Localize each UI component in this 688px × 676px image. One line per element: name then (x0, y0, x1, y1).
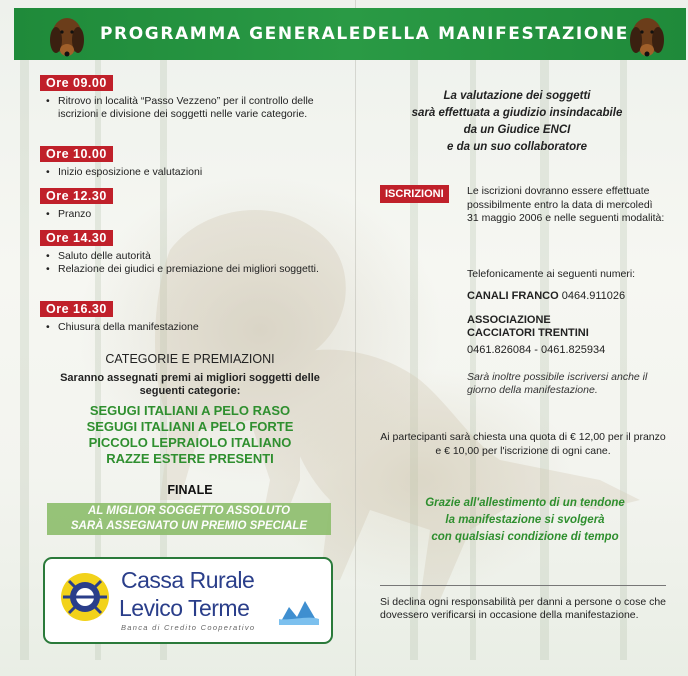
evaluation-line: sarà effettuata a giudizio insindacabile (411, 107, 623, 119)
hound-head-icon (44, 10, 90, 58)
header-banner (14, 8, 686, 60)
schedule-item: • Inizio esposizione e valutazioni (45, 166, 335, 179)
evaluation-note (372, 88, 662, 156)
schedule-time-badge: Ore 12.30 (40, 188, 113, 204)
association-name-line: ASSOCIAZIONE (467, 314, 551, 326)
registration-badge: ISCRIZIONI (380, 185, 449, 203)
schedule-item: • Chiusura della manifestazione (45, 321, 335, 334)
landscape-icon (279, 595, 319, 625)
categories-list (40, 403, 340, 467)
schedule-item: • Relazione dei giudici e premiazione dei migliori soggetti. (45, 263, 335, 276)
tent-note-line: Grazie all'allestimento di un tendone (425, 497, 625, 509)
contact-phone: 0464.911026 (561, 290, 626, 302)
tent-note-line: la manifestazione si svolgerà (445, 514, 605, 526)
fold-line (355, 0, 356, 676)
category-item: SEGUGI ITALIANI A PELO FORTE (86, 419, 294, 434)
sponsor-bank-logo (43, 557, 333, 644)
categories-intro: Saranno assegnati premi ai migliori soggetti delle seguenti categorie: (60, 372, 320, 397)
disclaimer: Si declina ogni responsabilità per danni a persone o cose che dovessero verificarsi in occasione della manifestazione. (380, 596, 667, 621)
schedule-entry (45, 208, 335, 221)
evaluation-line: La valutazione dei soggetti (443, 90, 591, 102)
schedule-item: • Ritrovo in località “Passo Vezzeno” per il controllo delle iscrizioni e divisione dei soggetti nelle varie categorie. (45, 95, 335, 121)
association-phones: 0461.826084 - 0461.825934 (467, 344, 606, 356)
finale-heading: FINALE (167, 483, 213, 497)
bank-name-line1: Cassa Rurale (121, 567, 255, 593)
same-day-registration-note: Sarà inoltre possibile iscriversi anche il giorno della manifestazione. (467, 371, 648, 396)
schedule-entry (45, 166, 335, 179)
tent-note-line: con qualsiasi condizione di tempo (431, 531, 619, 543)
hound-head-icon (624, 10, 670, 58)
bank-subtitle: Banca di Credito Cooperativo (121, 623, 256, 632)
schedule-time-badge: Ore 10.00 (40, 146, 113, 162)
special-award-banner (47, 503, 331, 535)
contact-canali (467, 290, 625, 302)
schedule-entry (45, 95, 335, 121)
bank-name-line2: Levico Terme (119, 595, 250, 621)
category-item: SEGUGI ITALIANI A PELO RASO (89, 403, 291, 418)
schedule-time-badge: Ore 09.00 (40, 75, 113, 91)
category-item: RAZZE ESTERE PRESENTI (106, 451, 274, 466)
award-line: SARÀ ASSEGNATO UN PREMIO SPECIALE (70, 520, 308, 532)
registration-text: Le iscrizioni dovranno essere effettuate possibilmente entro la data di mercoledì 31 maggio 2006 e nelle seguenti modalità: (467, 185, 665, 224)
schedule-item: • Pranzo (45, 208, 335, 221)
schedule-item: • Saluto delle autorità (45, 250, 335, 263)
evaluation-line: e da un suo collaboratore (447, 141, 587, 153)
association-name-line: CACCIATORI TRENTINI (467, 327, 589, 339)
contact-name: CANALI FRANCO (467, 290, 559, 302)
header-title-right: DELLA MANIFESTAZIONE (362, 24, 629, 44)
contact-association (467, 314, 589, 340)
divider (380, 585, 666, 586)
bank-emblem-icon (55, 569, 115, 625)
phone-intro: Telefonicamente ai seguenti numeri: (467, 268, 636, 280)
header-title-left: PROGRAMMA GENERALE (100, 24, 363, 44)
schedule-entry (45, 321, 335, 334)
schedule-time-badge: Ore 16.30 (40, 301, 113, 317)
tent-note (380, 495, 670, 546)
category-item: PICCOLO LEPRAIOLO ITALIANO (88, 435, 292, 450)
schedule-time-badge: Ore 14.30 (40, 230, 113, 246)
fee-note: Ai partecipanti sarà chiesta una quota di € 12,00 per il pranzo e € 10,00 per l'iscrizione di ogni cane. (380, 431, 666, 457)
schedule-entry (45, 250, 335, 276)
award-line: AL MIGLIOR SOGGETTO ASSOLUTO (87, 505, 291, 517)
categories-heading: CATEGORIE E PREMIAZIONI (105, 352, 275, 366)
evaluation-line: da un Giudice ENCI (463, 124, 571, 136)
